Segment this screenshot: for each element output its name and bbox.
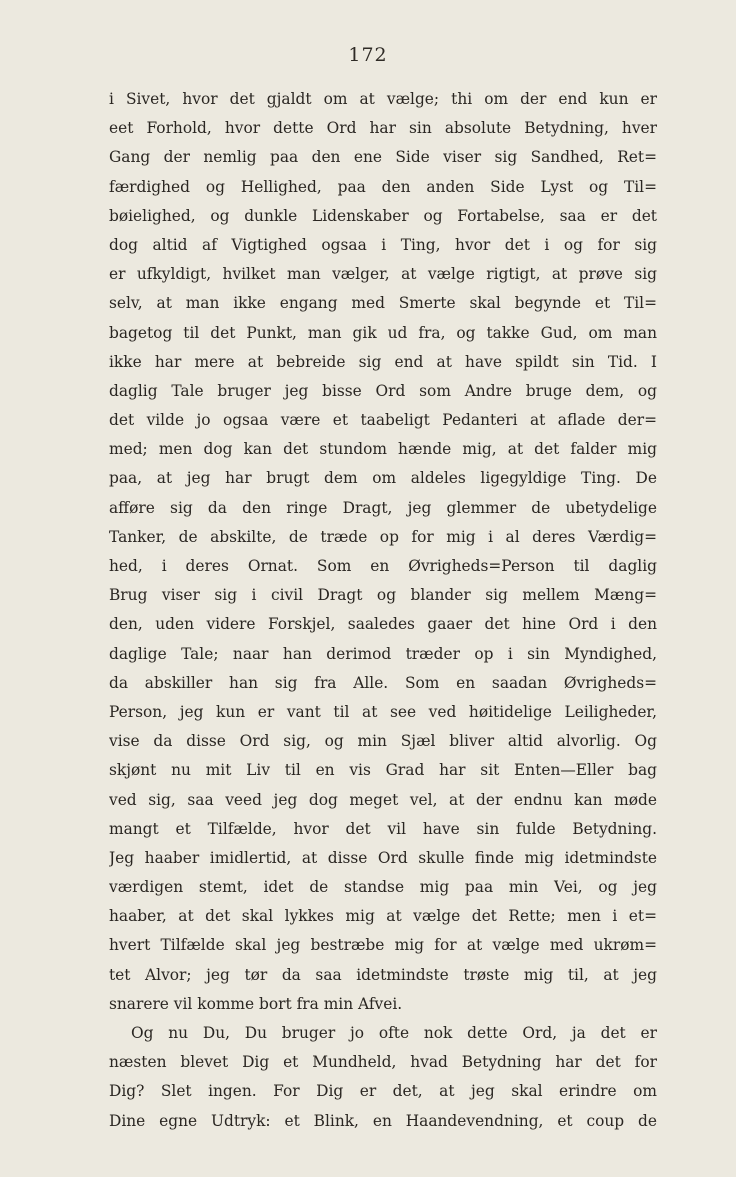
text-line: Dig? Slet ingen. For Dig er det, at jeg skal erindre om bbox=[109, 1082, 657, 1101]
text-line: da abskiller han sig fra Alle. Som en saadan Øvrigheds= bbox=[109, 673, 657, 692]
text-line: Jeg haaber imidlertid, at disse Ord skulle finde mig idetmindste bbox=[109, 848, 657, 867]
text-line: snarere vil komme bort fra min Afvei. bbox=[109, 994, 403, 1013]
page-number: 172 bbox=[348, 44, 388, 66]
text-line: daglig Tale bruger jeg bisse Ord som Andre bruge dem, og bbox=[109, 381, 657, 400]
text-line: ved sig, saa veed jeg dog meget vel, at der endnu kan møde bbox=[109, 790, 657, 809]
text-line: i Sivet, hvor det gjaldt om at vælge; thi om der end kun er bbox=[109, 90, 657, 108]
text-line: paa, at jeg har brugt dem om aldeles ligegyldige Ting. De bbox=[109, 469, 657, 488]
text-line: eet Forhold, hvor dette Ord har sin absolute Betydning, hver bbox=[109, 119, 657, 138]
text-line: hed, i deres Ornat. Som en Øvrigheds=Person til daglig bbox=[109, 557, 657, 575]
text-line: værdigen stemt, idet de standse mig paa min Vei, og jeg bbox=[109, 878, 657, 897]
text-line: Tanker, de abskilte, de træde op for mig i al deres Værdig= bbox=[109, 527, 657, 546]
text-line: daglige Tale; naar han derimod træder op i sin Myndighed, bbox=[109, 644, 657, 663]
text-line: med; men dog kan det stundom hænde mig, at det falder mig bbox=[109, 440, 657, 459]
text-line: tet Alvor; jeg tør da saa idetmindste trøste mig til, at jeg bbox=[109, 965, 657, 984]
text-line: Person, jeg kun er vant til at see ved høitidelige Leiligheder, bbox=[109, 702, 657, 721]
text-line: skjønt nu mit Liv til en vis Grad har sit Enten—Eller bag bbox=[109, 761, 657, 780]
text-line: er ufkyldigt, hvilket man vælger, at vælge rigtigt, at prøve sig bbox=[109, 265, 657, 284]
text-line: færdighed og Hellighed, paa den anden Side Lyst og Til= bbox=[109, 177, 657, 196]
text-line: Gang der nemlig paa den ene Side viser sig Sandhed, Ret= bbox=[109, 148, 657, 167]
text-line: selv, at man ikke engang med Smerte skal begynde et Til= bbox=[109, 294, 657, 313]
text-line: bagetog til det Punkt, man gik ud fra, og takke Gud, om man bbox=[109, 323, 657, 342]
text-line: haaber, at det skal lykkes mig at vælge det Rette; men i et= bbox=[109, 907, 657, 926]
text-line: dog altid af Vigtighed ogsaa i Ting, hvor det i og for sig bbox=[109, 235, 657, 254]
text-line: Og nu Du, Du bruger jo ofte nok dette Ord, ja det er bbox=[131, 1024, 657, 1042]
text-line: vise da disse Ord sig, og min Sjæl bliver altid alvorlig. Og bbox=[109, 732, 657, 751]
text-line: den, uden videre Forskjel, saaledes gaaer det hine Ord i den bbox=[109, 615, 657, 634]
text-line: Brug viser sig i civil Dragt og blander sig mellem Mæng= bbox=[109, 586, 657, 605]
body-text bbox=[109, 85, 657, 1136]
text-line: afføre sig da den ringe Dragt, jeg glemmer de ubetydelige bbox=[109, 498, 657, 517]
text-line: ikke har mere at bebreide sig end at have spildt sin Tid. I bbox=[109, 352, 657, 371]
text-line: mangt et Tilfælde, hvor det vil have sin fulde Betydning. bbox=[109, 819, 657, 838]
text-line: Dine egne Udtryk: et Blink, en Haandevendning, et coup de bbox=[109, 1111, 657, 1130]
text-line: det vilde jo ogsaa være et taabeligt Pedanteri at aflade der= bbox=[109, 411, 657, 430]
text-line: næsten blevet Dig et Mundheld, hvad Betydning har det for bbox=[109, 1053, 657, 1072]
text-line: bøielighed, og dunkle Lidenskaber og Fortabelse, saa er det bbox=[109, 206, 657, 225]
text-line: hvert Tilfælde skal jeg bestræbe mig for at vælge med ukrøm= bbox=[109, 936, 657, 955]
